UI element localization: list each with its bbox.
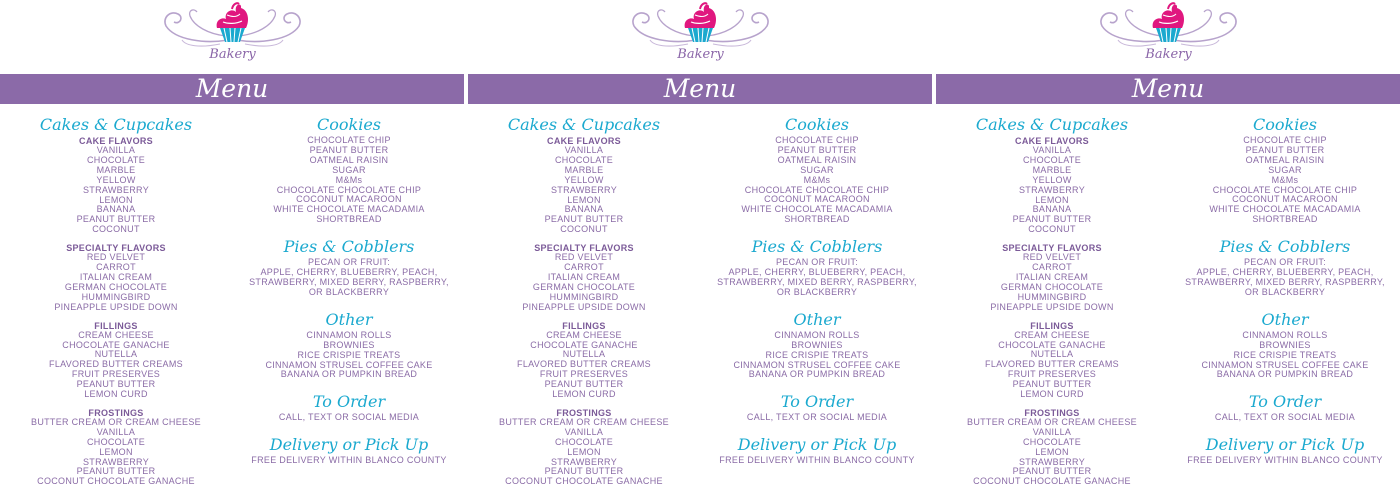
group-spacer (964, 235, 1140, 243)
menu-item: PEANUT BUTTER (1012, 466, 1092, 477)
menu-item: SHORTBREAD (784, 214, 850, 225)
menu-item: COCONUT (560, 224, 608, 235)
menu-item: M&Ms (335, 174, 363, 185)
menu-item: M&Ms (1271, 174, 1299, 185)
menu-item: CHOCOLATE GANACHE (530, 339, 638, 350)
bakery-wordmark: Bakery (1145, 47, 1192, 62)
menu-item: SUGAR (332, 164, 366, 175)
menu-item: PECAN OR FRUIT: (775, 257, 858, 268)
menu-item: LEMON (567, 194, 601, 205)
menu-item: COCONUT MACAROON (1232, 194, 1338, 205)
menu-item: PEANUT BUTTER (76, 214, 156, 225)
other-items-column (1174, 114, 1396, 466)
menu-title-band: Menu (936, 74, 1400, 104)
bakery-logo (1096, 0, 1241, 68)
menu-item: RICE CRISPIE TREATS (765, 349, 869, 360)
menu-item: VANILLA (564, 426, 604, 437)
section-title-cakes-cupcakes: Cakes & Cupcakes (975, 115, 1129, 134)
section-title: To Order (780, 392, 854, 412)
menu-item: OR BLACKBERRY (1244, 286, 1326, 297)
section-title: To Order (312, 392, 386, 412)
menu-item: CARROT (564, 262, 604, 273)
menu-item: STRAWBERRY (82, 184, 149, 195)
menu-item: PEANUT BUTTER (1012, 379, 1092, 390)
menu-item: PEANUT BUTTER (544, 214, 624, 225)
menu-item: FREE DELIVERY WITHIN BLANCO COUNTY (1187, 455, 1383, 466)
menu-item: STRAWBERRY, MIXED BERRY, RASPBERRY, (249, 276, 449, 287)
menu-item: FLAVORED BUTTER CREAMS (517, 359, 651, 370)
menu-item: CALL, TEXT OR SOCIAL MEDIA (746, 412, 888, 423)
menu-item: CHOCOLATE (554, 154, 614, 165)
section-spacer (706, 380, 928, 391)
section-title: To Order (1248, 392, 1322, 412)
section-title-cakes-cupcakes: Cakes & Cupcakes (39, 115, 193, 134)
group-heading: FILLINGS (94, 320, 138, 331)
menu-item: ITALIAN CREAM (547, 271, 621, 282)
cakes-cupcakes-column (964, 114, 1140, 487)
menu-item: GERMAN CHOCOLATE (64, 281, 168, 292)
menu-item: VANILLA (564, 145, 604, 155)
menu-item: BANANA (1032, 204, 1072, 215)
menu-item: LEMON CURD (84, 389, 148, 400)
menu-item: SUGAR (1268, 164, 1302, 175)
menu-item: NUTELLA (562, 349, 606, 360)
menu-item: OR BLACKBERRY (776, 286, 858, 297)
section-title: Cookies (785, 115, 849, 134)
cupcake-swirl-icon (160, 0, 305, 50)
menu-item: RICE CRISPIE TREATS (297, 349, 401, 360)
menu-item: RED VELVET (1022, 252, 1082, 263)
menu-item: CHOCOLATE CHOCOLATE CHIP (1212, 184, 1358, 195)
menu-item: CREAM CHEESE (78, 329, 154, 340)
cupcake-swirl-icon (1096, 0, 1241, 50)
bakery-wordmark: Bakery (677, 47, 724, 62)
menu-item: PEANUT BUTTER (544, 466, 624, 477)
menu-item: FREE DELIVERY WITHIN BLANCO COUNTY (251, 455, 447, 466)
menu-item: LEMON (567, 446, 601, 457)
menu-item: BANANA OR PUMPKIN BREAD (1216, 369, 1354, 380)
menu-item: PEANUT BUTTER (76, 466, 156, 477)
menu-item: PEANUT BUTTER (777, 144, 857, 155)
menu-item: VANILLA (96, 145, 136, 155)
menu-item: CHOCOLATE CHOCOLATE CHIP (276, 184, 422, 195)
menu-panel (468, 0, 932, 500)
section-title: Delivery or Pick Up (1205, 435, 1365, 455)
menu-item: COCONUT MACAROON (296, 194, 402, 205)
menu-item: BANANA OR PUMPKIN BREAD (280, 369, 418, 380)
menu-item: STRAWBERRY (1018, 456, 1085, 467)
menu-item: LEMON (99, 446, 133, 457)
menu-item: WHITE CHOCOLATE MACADAMIA (273, 204, 425, 215)
cakes-cupcakes-column (28, 114, 204, 487)
section-spacer (238, 423, 460, 434)
group-spacer (964, 400, 1140, 408)
section-spacer (1174, 298, 1396, 309)
cake-groups (496, 136, 672, 487)
cake-groups (28, 136, 204, 487)
menu-item: PECAN OR FRUIT: (307, 257, 390, 268)
section-title: Pies & Cobblers (751, 237, 883, 257)
menu-item: CHOCOLATE GANACHE (62, 339, 170, 350)
menu-item: CREAM CHEESE (546, 329, 622, 340)
group-spacer (496, 313, 672, 321)
section-title: Cookies (317, 115, 381, 134)
menu-item: MARBLE (1032, 164, 1072, 175)
menu-item: COCONUT (92, 224, 140, 235)
menu-item: CHOCOLATE (1022, 154, 1082, 165)
group-spacer (496, 400, 672, 408)
group-spacer (28, 235, 204, 243)
menu-item: CHOCOLATE (86, 436, 146, 447)
other-items-column (706, 114, 928, 466)
section-title: Delivery or Pick Up (269, 435, 429, 455)
menu-item: CHOCOLATE (86, 154, 146, 165)
section-title: Pies & Cobblers (283, 237, 415, 257)
section-title: Other (1261, 309, 1309, 329)
menu-item: APPLE, CHERRY, BLUEBERRY, PEACH, (260, 267, 438, 278)
menu-item: PEANUT BUTTER (1012, 214, 1092, 225)
menu-item: BANANA (564, 204, 604, 215)
section-spacer (238, 380, 460, 391)
group-heading: FROSTINGS (1024, 407, 1080, 418)
menu-item: CHOCOLATE (554, 436, 614, 447)
section-spacer (706, 423, 928, 434)
group-heading: FROSTINGS (88, 407, 144, 418)
section-spacer (1174, 380, 1396, 391)
menu-item: CALL, TEXT OR SOCIAL MEDIA (278, 412, 420, 423)
section-spacer (1174, 225, 1396, 236)
menu-item: PINEAPPLE UPSIDE DOWN (54, 301, 178, 312)
menu-panel (936, 0, 1400, 500)
menu-item: CINNAMON STRUSEL COFFEE CAKE (733, 359, 901, 370)
menu-item: RED VELVET (86, 252, 146, 263)
group-heading: FILLINGS (1030, 320, 1074, 331)
section-title: Other (793, 309, 841, 329)
menu-item: CHOCOLATE GANACHE (998, 339, 1106, 350)
menu-item: LEMON CURD (1020, 389, 1084, 400)
menu-item: COCONUT CHOCOLATE GANACHE (37, 476, 195, 487)
menu-item: VANILLA (96, 426, 136, 437)
menu-item: YELLOW (96, 174, 136, 185)
menu-item: CARROT (96, 262, 136, 273)
menu-title-band: Menu (0, 74, 464, 104)
menu-item: LEMON (99, 194, 133, 205)
group-heading: SPECIALTY FLAVORS (534, 243, 634, 254)
group-heading: SPECIALTY FLAVORS (1002, 243, 1102, 254)
menu-item: STRAWBERRY, MIXED BERRY, RASPBERRY, (717, 276, 917, 287)
group-spacer (28, 313, 204, 321)
menu-item: CINNAMON ROLLS (306, 329, 392, 340)
menu-item: ITALIAN CREAM (79, 271, 153, 282)
group-heading: SPECIALTY FLAVORS (66, 243, 166, 254)
menu-panel (0, 0, 464, 500)
menu-item: PECAN OR FRUIT: (1243, 257, 1326, 268)
menu-item: CARROT (1032, 262, 1072, 273)
menu-item: PEANUT BUTTER (1245, 144, 1325, 155)
menu-item: LEMON (1035, 194, 1069, 205)
menu-item: CINNAMON ROLLS (1242, 329, 1328, 340)
section-title: Delivery or Pick Up (737, 435, 897, 455)
menu-item: OATMEAL RAISIN (309, 154, 389, 165)
menu-item: CINNAMON ROLLS (774, 329, 860, 340)
cupcake-swirl-icon (628, 0, 773, 50)
menu-item: CHOCOLATE (1022, 436, 1082, 447)
menu-item: CALL, TEXT OR SOCIAL MEDIA (1214, 412, 1356, 423)
cake-groups (964, 136, 1140, 487)
menu-item: ITALIAN CREAM (1015, 271, 1089, 282)
menu-item: CHOCOLATE CHIP (1243, 135, 1327, 145)
menu-item: FRUIT PRESERVES (71, 369, 161, 380)
section-spacer (1174, 423, 1396, 434)
menu-item: BROWNIES (323, 339, 375, 350)
menu-item: APPLE, CHERRY, BLUEBERRY, PEACH, (728, 267, 906, 278)
menu-item: OR BLACKBERRY (308, 286, 390, 297)
menu-item: STRAWBERRY (550, 184, 617, 195)
menu-item: PINEAPPLE UPSIDE DOWN (522, 301, 646, 312)
section-title: Other (325, 309, 373, 329)
menu-item: STRAWBERRY, MIXED BERRY, RASPBERRY, (1185, 276, 1385, 287)
group-heading: FROSTINGS (556, 407, 612, 418)
menu-item: CHOCOLATE CHIP (775, 135, 859, 145)
menu-item: GERMAN CHOCOLATE (1000, 281, 1104, 292)
group-heading: CAKE FLAVORS (1015, 136, 1089, 146)
menu-item: NUTELLA (94, 349, 138, 360)
group-heading: CAKE FLAVORS (547, 136, 621, 146)
menu-item: WHITE CHOCOLATE MACADAMIA (1209, 204, 1361, 215)
menu-item: NUTELLA (1030, 349, 1074, 360)
bakery-logo (628, 0, 773, 68)
menu-item: BUTTER CREAM OR CREAM CHEESE (499, 416, 669, 427)
bakery-logo (160, 0, 305, 68)
menu-item: SHORTBREAD (316, 214, 382, 225)
menu-item: BROWNIES (1259, 339, 1311, 350)
menu-item: STRAWBERRY (550, 456, 617, 467)
menu-item: CREAM CHEESE (1014, 329, 1090, 340)
menu-item: COCONUT (1028, 224, 1076, 235)
menu-item: COCONUT CHOCOLATE GANACHE (973, 476, 1131, 487)
menu-item: HUMMINGBIRD (81, 291, 151, 302)
menu-item: COCONUT MACAROON (764, 194, 870, 205)
menu-item: BUTTER CREAM OR CREAM CHEESE (967, 416, 1137, 427)
menu-item: CHOCOLATE CHIP (307, 135, 391, 145)
menu-item: MARBLE (96, 164, 136, 175)
menu-item: FRUIT PRESERVES (539, 369, 629, 380)
menu-item: FRUIT PRESERVES (1007, 369, 1097, 380)
section-spacer (238, 225, 460, 236)
menu-item: M&Ms (803, 174, 831, 185)
menu-item: PEANUT BUTTER (544, 379, 624, 390)
menu-item: BROWNIES (791, 339, 843, 350)
menu-item: YELLOW (1032, 174, 1072, 185)
menu-item: YELLOW (564, 174, 604, 185)
menu-item: STRAWBERRY (1018, 184, 1085, 195)
group-spacer (964, 313, 1140, 321)
menu-item: RICE CRISPIE TREATS (1233, 349, 1337, 360)
group-spacer (496, 235, 672, 243)
menu-item: LEMON (1035, 446, 1069, 457)
menu-item: OATMEAL RAISIN (1245, 154, 1325, 165)
menu-item: FLAVORED BUTTER CREAMS (49, 359, 183, 370)
menu-item: GERMAN CHOCOLATE (532, 281, 636, 292)
menu-item: BANANA OR PUMPKIN BREAD (748, 369, 886, 380)
menu-item: OATMEAL RAISIN (777, 154, 857, 165)
menu-item: MARBLE (564, 164, 604, 175)
group-heading: CAKE FLAVORS (79, 136, 153, 146)
section-spacer (706, 225, 928, 236)
menu-item: CINNAMON STRUSEL COFFEE CAKE (1201, 359, 1369, 370)
menu-item: VANILLA (1032, 426, 1072, 437)
menu-item: PEANUT BUTTER (76, 379, 156, 390)
menu-item: SUGAR (800, 164, 834, 175)
group-spacer (28, 400, 204, 408)
menu-item: PINEAPPLE UPSIDE DOWN (990, 301, 1114, 312)
section-title-cakes-cupcakes: Cakes & Cupcakes (507, 115, 661, 134)
menu-item: BUTTER CREAM OR CREAM CHEESE (31, 416, 201, 427)
other-items-column (238, 114, 460, 466)
menu-item: HUMMINGBIRD (549, 291, 619, 302)
menu-item: CINNAMON STRUSEL COFFEE CAKE (265, 359, 433, 370)
menu-item: VANILLA (1032, 145, 1072, 155)
menu-item: STRAWBERRY (82, 456, 149, 467)
section-title: Cookies (1253, 115, 1317, 134)
menu-item: FREE DELIVERY WITHIN BLANCO COUNTY (719, 455, 915, 466)
menu-item: COCONUT CHOCOLATE GANACHE (505, 476, 663, 487)
menu-item: FLAVORED BUTTER CREAMS (985, 359, 1119, 370)
section-spacer (238, 298, 460, 309)
menu-item: SHORTBREAD (1252, 214, 1318, 225)
bakery-wordmark: Bakery (209, 47, 256, 62)
section-spacer (706, 298, 928, 309)
cakes-cupcakes-column (496, 114, 672, 487)
menu-item: PEANUT BUTTER (309, 144, 389, 155)
menu-item: WHITE CHOCOLATE MACADAMIA (741, 204, 893, 215)
group-heading: FILLINGS (562, 320, 606, 331)
menu-item: CHOCOLATE CHOCOLATE CHIP (744, 184, 890, 195)
menu-item: LEMON CURD (552, 389, 616, 400)
menu-item: BANANA (96, 204, 136, 215)
section-title: Pies & Cobblers (1219, 237, 1351, 257)
menu-item: APPLE, CHERRY, BLUEBERRY, PEACH, (1196, 267, 1374, 278)
menu-title-band: Menu (468, 74, 932, 104)
menu-item: RED VELVET (554, 252, 614, 263)
menu-item: HUMMINGBIRD (1017, 291, 1087, 302)
